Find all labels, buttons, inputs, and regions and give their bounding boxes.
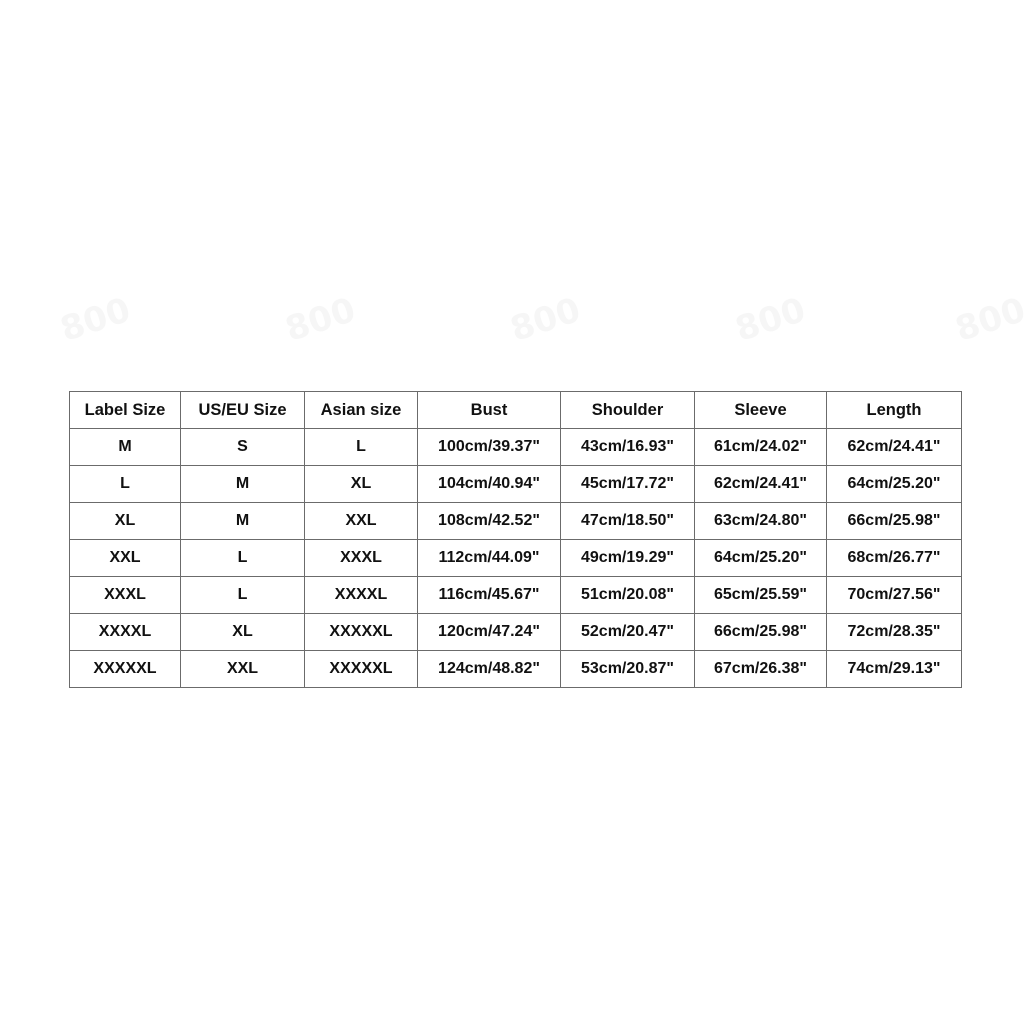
cell-label-size: XXL [70, 540, 181, 577]
cell-us-eu-size: L [181, 577, 305, 614]
cell-label-size: XXXXL [70, 614, 181, 651]
header-asian-size: Asian size [305, 392, 418, 429]
cell-label-size: M [70, 429, 181, 466]
cell-bust: 124cm/48.82" [418, 651, 561, 688]
table-row [70, 540, 962, 577]
cell-length: 68cm/26.77" [827, 540, 962, 577]
cell-us-eu-size: XXL [181, 651, 305, 688]
size-chart-table [69, 391, 962, 688]
cell-label-size: XXXL [70, 577, 181, 614]
cell-us-eu-size: XL [181, 614, 305, 651]
cell-label-size: XL [70, 503, 181, 540]
watermark [951, 290, 1024, 350]
cell-shoulder: 47cm/18.50" [561, 503, 695, 540]
table-row [70, 429, 962, 466]
cell-asian-size: XL [305, 466, 418, 503]
header-length: Length [827, 392, 962, 429]
cell-bust: 104cm/40.94" [418, 466, 561, 503]
header-sleeve: Sleeve [695, 392, 827, 429]
cell-bust: 100cm/39.37" [418, 429, 561, 466]
header-shoulder: Shoulder [561, 392, 695, 429]
table-row [70, 577, 962, 614]
cell-shoulder: 49cm/19.29" [561, 540, 695, 577]
cell-us-eu-size: M [181, 466, 305, 503]
cell-length: 74cm/29.13" [827, 651, 962, 688]
table-row [70, 614, 962, 651]
cell-us-eu-size: L [181, 540, 305, 577]
cell-asian-size: XXL [305, 503, 418, 540]
cell-length: 66cm/25.98" [827, 503, 962, 540]
cell-asian-size: XXXXL [305, 577, 418, 614]
cell-us-eu-size: S [181, 429, 305, 466]
cell-bust: 112cm/44.09" [418, 540, 561, 577]
cell-asian-size: XXXXXL [305, 651, 418, 688]
cell-length: 62cm/24.41" [827, 429, 962, 466]
cell-asian-size: XXXL [305, 540, 418, 577]
cell-sleeve: 62cm/24.41" [695, 466, 827, 503]
cell-length: 64cm/25.20" [827, 466, 962, 503]
header-us-eu-size: US/EU Size [181, 392, 305, 429]
table-row [70, 503, 962, 540]
cell-shoulder: 43cm/16.93" [561, 429, 695, 466]
cell-sleeve: 65cm/25.59" [695, 577, 827, 614]
cell-shoulder: 53cm/20.87" [561, 651, 695, 688]
cell-sleeve: 64cm/25.20" [695, 540, 827, 577]
watermark [731, 290, 811, 350]
watermark [281, 290, 361, 350]
cell-sleeve: 61cm/24.02" [695, 429, 827, 466]
header-bust: Bust [418, 392, 561, 429]
table-row [70, 651, 962, 688]
table-header-row [70, 392, 962, 429]
cell-length: 72cm/28.35" [827, 614, 962, 651]
cell-shoulder: 51cm/20.08" [561, 577, 695, 614]
cell-asian-size: XXXXXL [305, 614, 418, 651]
cell-bust: 120cm/47.24" [418, 614, 561, 651]
cell-label-size: L [70, 466, 181, 503]
cell-label-size: XXXXXL [70, 651, 181, 688]
cell-shoulder: 52cm/20.47" [561, 614, 695, 651]
cell-asian-size: L [305, 429, 418, 466]
table-row [70, 466, 962, 503]
cell-sleeve: 63cm/24.80" [695, 503, 827, 540]
cell-bust: 116cm/45.67" [418, 577, 561, 614]
watermark [56, 290, 136, 350]
header-label-size: Label Size [70, 392, 181, 429]
cell-sleeve: 66cm/25.98" [695, 614, 827, 651]
cell-us-eu-size: M [181, 503, 305, 540]
cell-shoulder: 45cm/17.72" [561, 466, 695, 503]
cell-length: 70cm/27.56" [827, 577, 962, 614]
cell-sleeve: 67cm/26.38" [695, 651, 827, 688]
cell-bust: 108cm/42.52" [418, 503, 561, 540]
watermark [506, 290, 586, 350]
